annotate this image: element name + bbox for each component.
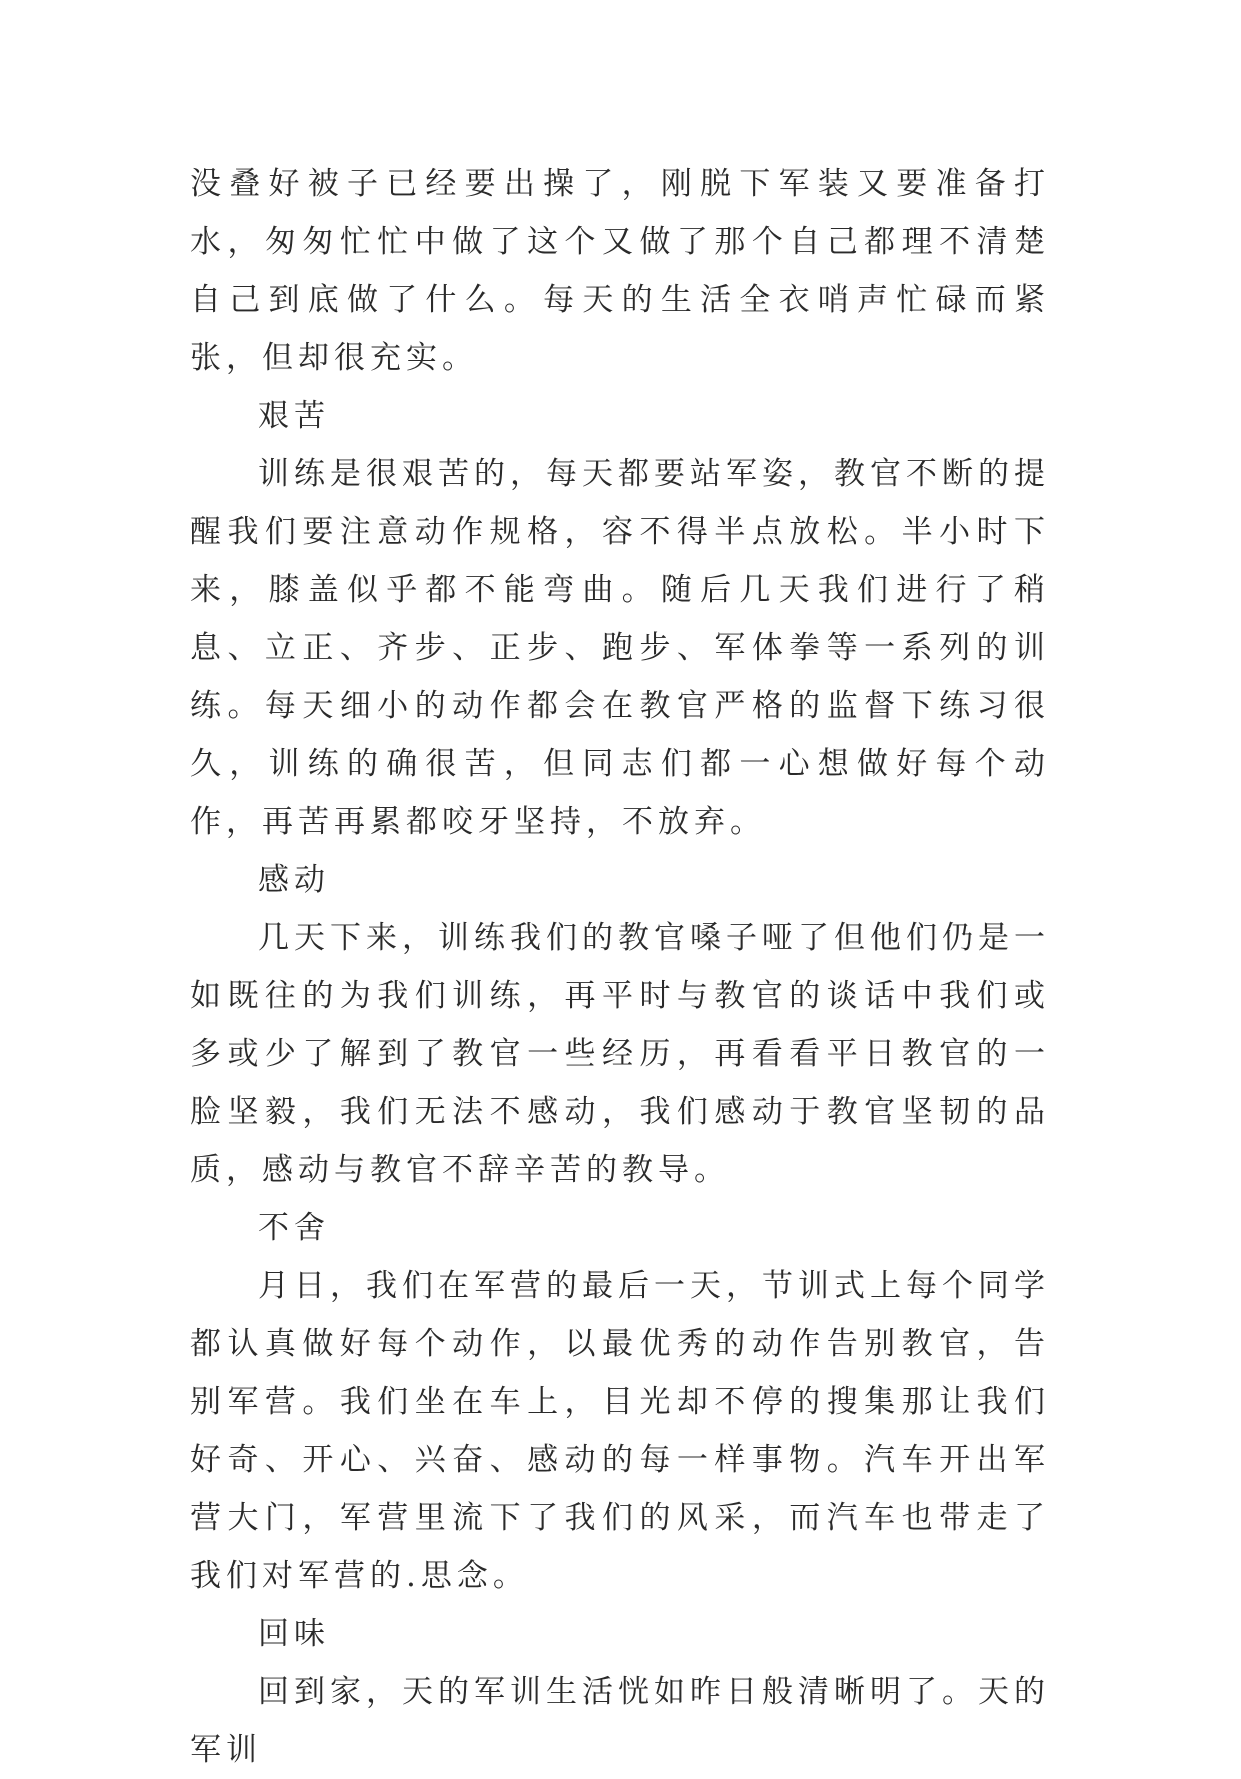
- paragraph-moved: 几天下来，训练我们的教官嗓子哑了但他们仍是一如既往的为我们训练，再平时与教官的谈话中我们或多或少了解到了教官一些经历，再看看平日教官的一脸坚毅，我们无法不感动，我们感动于教官坚韧的品质，感动与教官不辞辛苦的教导。: [190, 920, 1050, 1188]
- paragraph-hardship: 训练是很艰苦的，每天都要站军姿，教官不断的提醒我们要注意动作规格，容不得半点放松。半小时下来，膝盖似乎都不能弯曲。随后几天我们进行了稍息、立正、齐步、正步、跑步、军体拳等一系列的训练。每天细小的动作都会在教官严格的监督下练习很久，训练的确很苦，但同志们都一心想做好每个动作，再苦再累都咬牙坚持，不放弃。: [190, 456, 1050, 840]
- section-heading-reluctance: 不舍: [258, 1210, 330, 1246]
- section-heading-aftertaste: 回味: [258, 1616, 330, 1652]
- section-heading-moved: 感动: [258, 862, 330, 898]
- paragraph-continuation: 没叠好被子已经要出操了，刚脱下军装又要准备打水，匆匆忙忙中做了这个又做了那个自己都理不清楚自己到底做了什么。每天的生活全衣哨声忙碌而紧张，但却很充实。: [190, 166, 1050, 376]
- paragraph-reluctance: 月日，我们在军营的最后一天，节训式上每个同学都认真做好每个动作，以最优秀的动作告别教官，告别军营。我们坐在车上，目光却不停的搜集那让我们好奇、开心、兴奋、感动的每一样事物。汽车开出军营大门，军营里流下了我们的风采，而汽车也带走了我们对军营的.思念。: [190, 1268, 1050, 1594]
- paragraph-aftertaste: 回到家，天的军训生活恍如昨日般清晰明了。天的军训: [190, 1674, 1050, 1768]
- document-body: [190, 155, 1050, 1779]
- section-heading-hardship: 艰苦: [258, 398, 330, 434]
